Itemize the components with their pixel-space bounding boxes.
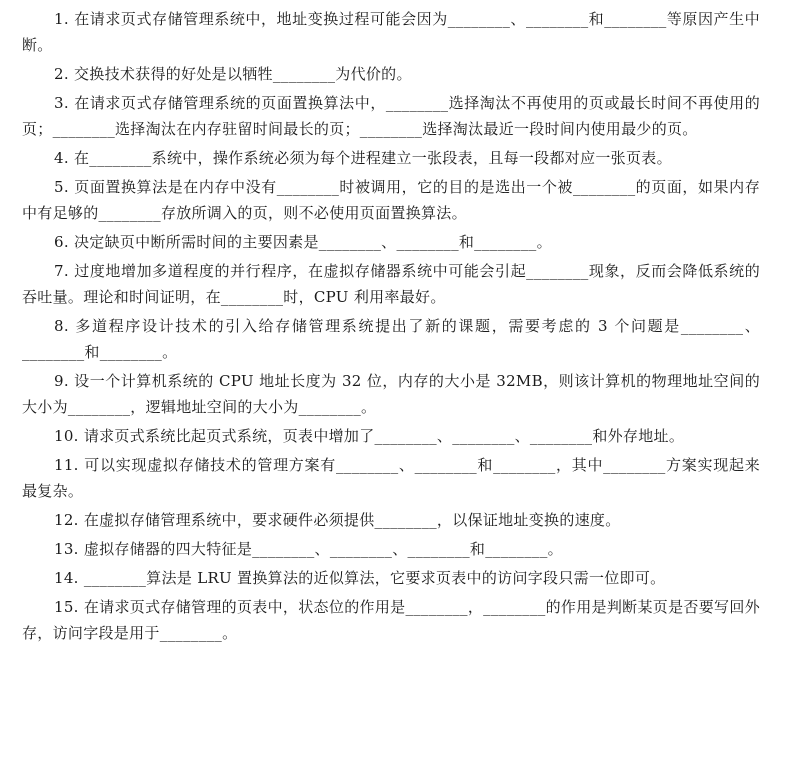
question-1: 1. 在请求页式存储管理系统中，地址变换过程可能会因为________、________和________等原因产生中断。 (22, 10, 760, 54)
question-10: 10. 请求页式系统比起页式系统，页表中增加了________、________、________和外存地址。 (54, 427, 685, 445)
question-9: 9. 设一个计算机系统的 CPU 地址长度为 32 位，内存的大小是 32MB，则该计算机的物理地址空间的大小为________，逻辑地址空间的大小为________。 (22, 372, 760, 416)
question-14: 14. ________算法是 LRU 置换算法的近似算法，它要求页表中的访问字段只需一位即可。 (54, 569, 666, 587)
question-3: 3. 在请求页式存储管理系统的页面置换算法中，________选择淘汰不再使用的页或最长时间不再使用的页；________选择淘汰在内存驻留时间最长的页；________选择淘汰最近一段时间内使用最少的页。 (22, 94, 760, 138)
question-4: 4. 在________系统中，操作系统必须为每个进程建立一张段表，且每一段都对应一张页表。 (54, 149, 672, 167)
question-6: 6. 决定缺页中断所需时间的主要因素是________、________和________。 (54, 233, 552, 251)
question-13: 13. 虚拟存储器的四大特征是________、________、________和________。 (54, 540, 563, 558)
question-7: 7. 过度地增加多道程度的并行程序，在虚拟存储器系统中可能会引起________现象，反而会降低系统的吞吐量。理论和时间证明，在________时，CPU 利用率最好。 (22, 262, 760, 306)
question-11: 11. 可以实现虚拟存储技术的管理方案有________、________和________，其中________方案实现起来最复杂。 (22, 456, 760, 500)
question-5: 5. 页面置换算法是在内存中没有________时被调用，它的目的是选出一个被________的页面，如果内存中有足够的________存放所调入的页，则不必使用页面置换算法。 (22, 178, 760, 222)
question-2: 2. 交换技术获得的好处是以牺牲________为代价的。 (54, 65, 412, 83)
question-8: 8. 多道程序设计技术的引入给存储管理系统提出了新的课题，需要考虑的 3 个问题是________、________和________。 (22, 317, 760, 361)
question-15: 15. 在请求页式存储管理的页表中，状态位的作用是________，________的作用是判断某页是否要写回外存，访问字段是用于________。 (22, 598, 760, 642)
question-12: 12. 在虚拟存储管理系统中，要求硬件必须提供________，以保证地址变换的速度。 (54, 511, 621, 529)
